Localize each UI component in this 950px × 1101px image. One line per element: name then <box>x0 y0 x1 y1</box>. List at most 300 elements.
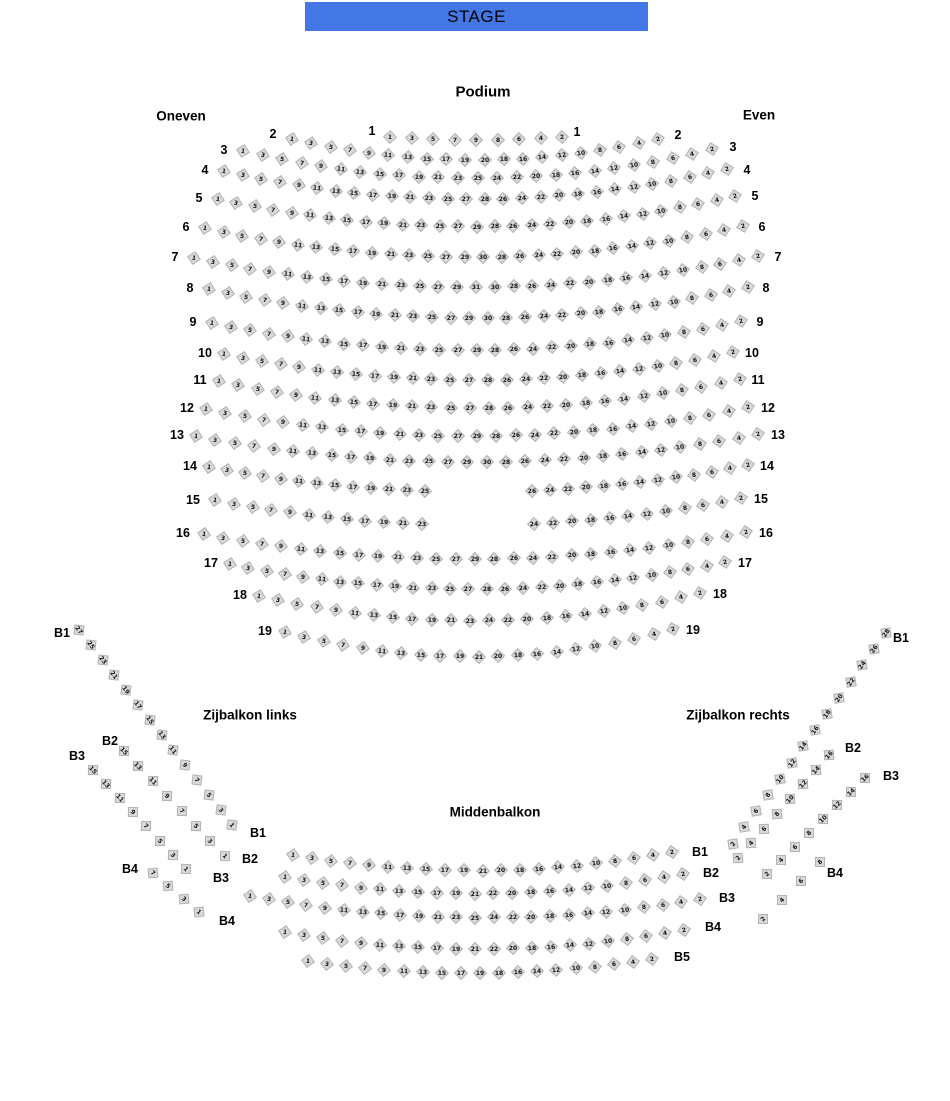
seat-podium-5-11[interactable] <box>305 210 316 221</box>
seat-middenbalkon-B1-19[interactable] <box>458 865 468 875</box>
seat-podium-14-3[interactable] <box>221 464 233 476</box>
seat-podium-13-27[interactable] <box>443 457 453 467</box>
seat-podium-16-15[interactable] <box>334 548 345 559</box>
seat-podium-16-28[interactable] <box>489 554 499 564</box>
seat-podium-7-16[interactable] <box>621 272 632 283</box>
seat-podium-4-9[interactable] <box>293 180 304 191</box>
seat-zijbalkon-links-B1-21[interactable] <box>107 668 121 682</box>
seat-middenbalkon-B3-10[interactable] <box>619 904 630 915</box>
seat-podium-15-22[interactable] <box>548 517 559 528</box>
seat-podium-2-6[interactable] <box>614 141 626 153</box>
seat-podium-14-13[interactable] <box>311 478 322 489</box>
seat-podium-7-5[interactable] <box>226 260 238 272</box>
seat-podium-17-20[interactable] <box>555 580 566 591</box>
seat-middenbalkon-B5-5[interactable] <box>341 960 352 971</box>
seat-podium-10-3[interactable] <box>237 352 249 364</box>
seat-zijbalkon-links-B1-19[interactable] <box>119 683 133 697</box>
seat-middenbalkon-B2-5[interactable] <box>317 877 328 888</box>
seat-middenbalkon-B1-7[interactable] <box>344 858 355 869</box>
seat-podium-14-7[interactable] <box>257 470 268 481</box>
seat-podium-17-19[interactable] <box>390 581 401 592</box>
seat-podium-5-3[interactable] <box>231 197 243 209</box>
seat-podium-4-2[interactable] <box>721 163 733 175</box>
seat-podium-2-8[interactable] <box>594 144 605 155</box>
seat-middenbalkon-B2-11[interactable] <box>374 884 385 895</box>
seat-podium-5-17[interactable] <box>360 216 371 227</box>
seat-zijbalkon-rechts-B1-20[interactable] <box>832 691 846 705</box>
seat-podium-19-4[interactable] <box>648 628 660 640</box>
seat-podium-17-27[interactable] <box>463 584 473 594</box>
seat-podium-19-14[interactable] <box>551 646 562 657</box>
seat-podium-7-2[interactable] <box>752 250 764 262</box>
seat-zijbalkon-links-B2-13[interactable] <box>131 759 145 773</box>
seat-podium-4-6[interactable] <box>684 171 696 183</box>
seat-podium-7-25[interactable] <box>414 281 424 291</box>
seat-podium-9-16[interactable] <box>603 337 614 348</box>
seat-podium-16-6[interactable] <box>702 533 714 545</box>
seat-podium-16-10[interactable] <box>663 539 674 550</box>
seat-podium-5-4[interactable] <box>711 194 723 206</box>
seat-podium-4-25[interactable] <box>442 194 452 204</box>
seat-middenbalkon-B3-15[interactable] <box>376 908 387 919</box>
seat-podium-13-25[interactable] <box>423 456 433 466</box>
seat-podium-12-27[interactable] <box>453 431 463 441</box>
seat-zijbalkon-rechts-B1-12[interactable] <box>785 756 799 770</box>
seat-podium-13-1[interactable] <box>190 430 202 442</box>
seat-podium-18-17[interactable] <box>407 613 418 624</box>
seat-podium-17-25[interactable] <box>445 584 455 594</box>
seat-podium-2-17[interactable] <box>441 154 451 164</box>
seat-podium-10-12[interactable] <box>633 363 644 374</box>
seat-zijbalkon-links-B3-5[interactable] <box>152 833 166 847</box>
seat-podium-18-6[interactable] <box>656 596 668 608</box>
seat-middenbalkon-B5-4[interactable] <box>627 956 638 967</box>
seat-podium-10-10[interactable] <box>652 360 663 371</box>
seat-zijbalkon-rechts-B1-28[interactable] <box>879 626 893 640</box>
seat-middenbalkon-B3-25[interactable] <box>470 912 480 922</box>
seat-podium-18-16[interactable] <box>560 610 571 621</box>
seat-podium-18-15[interactable] <box>388 612 399 623</box>
seat-podium-5-7[interactable] <box>268 204 280 216</box>
seat-podium-7-13[interactable] <box>301 271 312 282</box>
seat-podium-11-2[interactable] <box>734 373 746 385</box>
seat-podium-6-4[interactable] <box>719 224 731 236</box>
seat-podium-18-3[interactable] <box>272 594 284 606</box>
seat-podium-4-4[interactable] <box>702 167 714 179</box>
seat-podium-16-29[interactable] <box>470 554 480 564</box>
seat-podium-8-14[interactable] <box>631 301 642 312</box>
seat-zijbalkon-rechts-B4-4[interactable] <box>775 893 789 907</box>
seat-podium-11-28[interactable] <box>484 403 494 413</box>
seat-podium-12-12[interactable] <box>646 418 657 429</box>
seat-podium-8-18[interactable] <box>594 306 605 317</box>
seat-middenbalkon-B3-12[interactable] <box>601 906 612 917</box>
seat-podium-8-9[interactable] <box>278 297 289 308</box>
seat-podium-12-18[interactable] <box>588 425 599 436</box>
seat-podium-1-7[interactable] <box>449 135 459 145</box>
seat-middenbalkon-B3-1[interactable] <box>244 890 256 902</box>
seat-podium-19-15[interactable] <box>415 649 426 660</box>
seat-podium-11-22[interactable] <box>542 401 553 412</box>
seat-podium-9-17[interactable] <box>358 340 369 351</box>
seat-podium-14-16[interactable] <box>617 479 628 490</box>
seat-podium-7-17[interactable] <box>339 275 350 286</box>
seat-podium-3-25[interactable] <box>472 173 482 183</box>
seat-podium-10-20[interactable] <box>558 371 569 382</box>
seat-podium-9-7[interactable] <box>263 328 274 339</box>
seat-podium-6-27[interactable] <box>441 252 451 262</box>
seat-middenbalkon-B1-20[interactable] <box>496 865 506 875</box>
seat-middenbalkon-B4-19[interactable] <box>451 944 461 954</box>
seat-middenbalkon-B1-16[interactable] <box>534 863 545 874</box>
seat-podium-11-4[interactable] <box>715 377 727 389</box>
seat-podium-3-5[interactable] <box>276 154 288 166</box>
seat-podium-3-7[interactable] <box>296 157 308 169</box>
seat-podium-3-22[interactable] <box>511 172 521 182</box>
seat-podium-12-24[interactable] <box>530 429 540 439</box>
seat-podium-7-14[interactable] <box>640 270 651 281</box>
seat-zijbalkon-links-B2-15[interactable] <box>117 744 131 758</box>
seat-podium-14-6[interactable] <box>706 466 718 478</box>
seat-podium-11-11[interactable] <box>310 392 321 403</box>
seat-podium-3-10[interactable] <box>628 159 639 170</box>
seat-middenbalkon-B5-17[interactable] <box>456 968 466 978</box>
seat-podium-13-8[interactable] <box>694 439 705 450</box>
seat-podium-8-21[interactable] <box>390 310 401 321</box>
seat-podium-5-15[interactable] <box>342 214 353 225</box>
seat-middenbalkon-B1-15[interactable] <box>420 864 430 874</box>
seat-podium-7-15[interactable] <box>320 273 331 284</box>
seat-podium-15-21[interactable] <box>398 518 409 529</box>
seat-podium-5-21[interactable] <box>397 219 408 230</box>
seat-zijbalkon-rechts-B1-26[interactable] <box>867 642 881 656</box>
seat-podium-2-4[interactable] <box>633 137 645 149</box>
seat-podium-12-25[interactable] <box>433 430 443 440</box>
seat-podium-11-8[interactable] <box>676 385 688 397</box>
seat-podium-3-12[interactable] <box>609 162 620 173</box>
seat-podium-18-7[interactable] <box>311 602 323 614</box>
seat-podium-5-6[interactable] <box>692 198 704 210</box>
seat-podium-17-26[interactable] <box>500 583 510 593</box>
seat-podium-1-1[interactable] <box>385 132 396 143</box>
seat-podium-12-14[interactable] <box>626 421 637 432</box>
seat-podium-14-20[interactable] <box>581 482 592 493</box>
seat-zijbalkon-links-B4-1[interactable] <box>192 905 206 919</box>
seat-podium-16-19[interactable] <box>373 551 384 562</box>
seat-podium-13-14[interactable] <box>636 447 647 458</box>
seat-podium-18-14[interactable] <box>579 608 590 619</box>
seat-podium-15-14[interactable] <box>623 510 634 521</box>
seat-podium-9-10[interactable] <box>660 329 671 340</box>
seat-podium-1-2[interactable] <box>557 132 568 143</box>
seat-podium-18-10[interactable] <box>618 603 629 614</box>
seat-podium-9-26[interactable] <box>509 344 519 354</box>
seat-zijbalkon-rechts-B3-10[interactable] <box>816 812 830 826</box>
seat-middenbalkon-B1-6[interactable] <box>628 853 639 864</box>
seat-podium-13-22[interactable] <box>559 454 570 465</box>
seat-middenbalkon-B2-21[interactable] <box>470 889 480 899</box>
seat-podium-17-2[interactable] <box>719 556 731 568</box>
seat-zijbalkon-rechts-B4-6[interactable] <box>794 874 808 888</box>
seat-middenbalkon-B4-21[interactable] <box>470 944 480 954</box>
seat-middenbalkon-B2-22[interactable] <box>488 888 498 898</box>
seat-podium-10-7[interactable] <box>275 359 286 370</box>
seat-podium-12-8[interactable] <box>684 412 696 424</box>
seat-zijbalkon-rechts-B2-14[interactable] <box>809 763 823 777</box>
seat-middenbalkon-B2-19[interactable] <box>450 888 460 898</box>
seat-podium-9-23[interactable] <box>415 344 425 354</box>
seat-podium-15-24[interactable] <box>529 518 539 528</box>
seat-podium-19-20[interactable] <box>493 651 503 661</box>
seat-podium-4-7[interactable] <box>274 176 286 188</box>
seat-podium-7-19[interactable] <box>358 277 369 288</box>
seat-podium-10-4[interactable] <box>708 350 720 362</box>
seat-podium-13-17[interactable] <box>346 452 357 463</box>
seat-podium-13-24[interactable] <box>540 455 550 465</box>
seat-podium-4-14[interactable] <box>610 184 621 195</box>
seat-middenbalkon-B3-6[interactable] <box>657 899 668 910</box>
seat-podium-11-14[interactable] <box>619 393 630 404</box>
seat-podium-16-25[interactable] <box>431 553 441 563</box>
seat-podium-19-13[interactable] <box>396 647 407 658</box>
seat-podium-10-5[interactable] <box>256 355 268 367</box>
seat-podium-14-10[interactable] <box>670 472 681 483</box>
seat-podium-13-18[interactable] <box>598 451 609 462</box>
seat-podium-3-16[interactable] <box>570 167 581 178</box>
seat-podium-10-1[interactable] <box>218 348 230 360</box>
seat-podium-2-5[interactable] <box>325 141 337 153</box>
seat-podium-17-17[interactable] <box>371 580 382 591</box>
seat-podium-5-10[interactable] <box>655 205 667 217</box>
seat-podium-18-2[interactable] <box>694 587 706 599</box>
seat-podium-3-23[interactable] <box>453 173 463 183</box>
seat-middenbalkon-B3-21[interactable] <box>432 912 442 922</box>
seat-podium-9-6[interactable] <box>697 323 709 335</box>
seat-zijbalkon-links-B1-15[interactable] <box>143 713 157 727</box>
seat-podium-12-4[interactable] <box>723 405 735 417</box>
seat-podium-9-28[interactable] <box>490 345 500 355</box>
seat-middenbalkon-B2-16[interactable] <box>545 886 556 897</box>
seat-podium-11-10[interactable] <box>657 388 668 399</box>
seat-podium-16-21[interactable] <box>392 552 402 562</box>
seat-podium-8-17[interactable] <box>352 307 363 318</box>
seat-podium-14-22[interactable] <box>563 483 574 494</box>
seat-podium-17-23[interactable] <box>426 583 436 593</box>
seat-podium-17-22[interactable] <box>536 582 547 593</box>
seat-middenbalkon-B1-10[interactable] <box>591 858 602 869</box>
seat-zijbalkon-links-B3-11[interactable] <box>113 791 127 805</box>
seat-podium-16-16[interactable] <box>605 547 616 558</box>
seat-podium-3-19[interactable] <box>414 171 425 182</box>
seat-podium-16-5[interactable] <box>237 535 248 546</box>
seat-zijbalkon-links-B4-7[interactable] <box>146 866 160 880</box>
seat-podium-19-16[interactable] <box>532 648 543 659</box>
seat-podium-12-21[interactable] <box>394 429 405 440</box>
seat-podium-16-18[interactable] <box>586 548 597 559</box>
seat-podium-17-12[interactable] <box>628 572 639 583</box>
seat-podium-4-21[interactable] <box>405 192 416 203</box>
seat-middenbalkon-B5-11[interactable] <box>398 966 409 977</box>
seat-middenbalkon-B1-1[interactable] <box>287 849 299 861</box>
seat-zijbalkon-links-B4-5[interactable] <box>161 879 175 893</box>
seat-podium-4-26[interactable] <box>498 193 508 203</box>
seat-podium-5-8[interactable] <box>674 202 686 214</box>
seat-podium-4-5[interactable] <box>255 173 267 185</box>
seat-middenbalkon-B4-7[interactable] <box>336 935 347 946</box>
seat-middenbalkon-B3-23[interactable] <box>451 912 461 922</box>
seat-podium-19-2[interactable] <box>667 623 679 635</box>
seat-podium-15-7[interactable] <box>266 504 277 515</box>
seat-middenbalkon-B3-18[interactable] <box>545 911 556 922</box>
seat-podium-6-24[interactable] <box>534 250 545 261</box>
seat-podium-17-15[interactable] <box>353 578 364 589</box>
seat-middenbalkon-B1-12[interactable] <box>572 860 583 871</box>
seat-podium-14-1[interactable] <box>203 461 215 473</box>
seat-middenbalkon-B3-17[interactable] <box>395 909 406 920</box>
seat-middenbalkon-B1-3[interactable] <box>306 852 317 863</box>
seat-podium-4-17[interactable] <box>368 189 379 200</box>
seat-podium-11-13[interactable] <box>329 394 340 405</box>
seat-zijbalkon-rechts-B1-6[interactable] <box>749 804 763 818</box>
seat-podium-9-5[interactable] <box>244 324 256 336</box>
seat-podium-16-24[interactable] <box>528 552 538 562</box>
seat-podium-7-4[interactable] <box>733 254 745 266</box>
seat-middenbalkon-B3-14[interactable] <box>582 908 593 919</box>
seat-middenbalkon-B3-2[interactable] <box>694 893 706 905</box>
seat-podium-12-19[interactable] <box>375 427 386 438</box>
seat-zijbalkon-links-B1-1[interactable] <box>225 818 239 832</box>
seat-podium-16-20[interactable] <box>566 550 577 561</box>
seat-podium-19-17[interactable] <box>435 651 445 661</box>
seat-podium-11-6[interactable] <box>696 381 708 393</box>
seat-podium-5-1[interactable] <box>212 193 224 205</box>
seat-podium-11-12[interactable] <box>638 391 649 402</box>
seat-podium-7-22[interactable] <box>565 278 576 289</box>
seat-podium-8-11[interactable] <box>296 300 307 311</box>
seat-middenbalkon-B5-16[interactable] <box>513 967 523 977</box>
seat-podium-4-1[interactable] <box>218 165 230 177</box>
seat-podium-3-14[interactable] <box>589 165 600 176</box>
seat-middenbalkon-B5-3[interactable] <box>322 958 333 969</box>
seat-podium-3-4[interactable] <box>686 148 698 160</box>
seat-podium-12-26[interactable] <box>511 430 521 440</box>
seat-podium-10-23[interactable] <box>426 374 436 384</box>
seat-podium-19-19[interactable] <box>454 651 464 661</box>
seat-podium-11-19[interactable] <box>387 400 398 411</box>
seat-middenbalkon-B5-1[interactable] <box>302 955 313 966</box>
seat-zijbalkon-rechts-B1-18[interactable] <box>820 707 834 721</box>
seat-podium-2-14[interactable] <box>537 152 548 163</box>
seat-zijbalkon-rechts-B2-6[interactable] <box>757 821 771 835</box>
seat-podium-8-8[interactable] <box>686 293 698 305</box>
seat-podium-9-12[interactable] <box>641 332 652 343</box>
seat-podium-16-22[interactable] <box>547 551 558 562</box>
seat-podium-3-17[interactable] <box>394 170 405 181</box>
seat-podium-10-6[interactable] <box>689 354 701 366</box>
seat-podium-9-8[interactable] <box>679 326 691 338</box>
seat-podium-8-27[interactable] <box>446 313 456 323</box>
seat-podium-14-19[interactable] <box>365 483 376 494</box>
seat-podium-12-13[interactable] <box>317 422 328 433</box>
seat-podium-5-24[interactable] <box>527 220 538 231</box>
seat-podium-6-29[interactable] <box>460 252 470 262</box>
seat-podium-7-9[interactable] <box>263 266 274 277</box>
seat-middenbalkon-B3-11[interactable] <box>338 904 349 915</box>
seat-middenbalkon-B4-8[interactable] <box>621 933 632 944</box>
seat-podium-9-2[interactable] <box>735 315 747 327</box>
seat-podium-8-23[interactable] <box>408 311 418 321</box>
seat-podium-15-17[interactable] <box>360 515 371 526</box>
seat-middenbalkon-B1-14[interactable] <box>553 862 564 873</box>
seat-podium-17-1[interactable] <box>224 558 236 570</box>
seat-zijbalkon-links-B1-5[interactable] <box>202 788 216 802</box>
seat-podium-14-23[interactable] <box>401 485 411 495</box>
seat-middenbalkon-B4-2[interactable] <box>678 924 690 936</box>
seat-middenbalkon-B4-17[interactable] <box>432 943 442 953</box>
seat-podium-19-21[interactable] <box>474 651 484 661</box>
seat-middenbalkon-B5-10[interactable] <box>570 963 581 974</box>
seat-middenbalkon-B1-11[interactable] <box>382 862 393 873</box>
seat-podium-11-27[interactable] <box>465 403 475 413</box>
seat-podium-8-25[interactable] <box>427 312 437 322</box>
seat-podium-14-5[interactable] <box>239 468 250 479</box>
seat-podium-9-19[interactable] <box>377 341 388 352</box>
seat-podium-2-2[interactable] <box>652 133 664 145</box>
seat-podium-2-1[interactable] <box>286 133 298 145</box>
seat-middenbalkon-B1-8[interactable] <box>610 855 621 866</box>
seat-middenbalkon-B5-7[interactable] <box>360 962 371 973</box>
seat-podium-19-1[interactable] <box>279 626 291 638</box>
seat-podium-12-11[interactable] <box>297 419 308 430</box>
seat-podium-4-18[interactable] <box>572 188 583 199</box>
seat-middenbalkon-B2-7[interactable] <box>336 880 347 891</box>
seat-zijbalkon-links-B3-9[interactable] <box>126 805 140 819</box>
seat-podium-18-13[interactable] <box>369 610 380 621</box>
seat-podium-2-15[interactable] <box>422 153 433 164</box>
seat-podium-12-15[interactable] <box>336 424 347 435</box>
seat-podium-10-11[interactable] <box>313 364 324 375</box>
seat-podium-12-22[interactable] <box>549 428 560 439</box>
seat-podium-7-29[interactable] <box>452 282 462 292</box>
seat-podium-13-28[interactable] <box>501 456 511 466</box>
seat-podium-8-10[interactable] <box>668 296 679 307</box>
seat-podium-6-6[interactable] <box>700 228 712 240</box>
seat-zijbalkon-rechts-B1-2[interactable] <box>726 837 740 851</box>
seat-podium-1-3[interactable] <box>406 133 417 144</box>
seat-podium-6-8[interactable] <box>682 232 694 244</box>
seat-middenbalkon-B5-8[interactable] <box>589 961 600 972</box>
seat-podium-13-2[interactable] <box>752 428 764 440</box>
seat-podium-14-18[interactable] <box>599 480 610 491</box>
seat-podium-9-15[interactable] <box>339 338 350 349</box>
seat-podium-15-9[interactable] <box>285 507 296 518</box>
seat-podium-12-20[interactable] <box>568 427 579 438</box>
seat-podium-18-22[interactable] <box>503 615 513 625</box>
seat-podium-12-28[interactable] <box>491 431 501 441</box>
seat-podium-8-15[interactable] <box>334 305 345 316</box>
seat-zijbalkon-rechts-B3-12[interactable] <box>830 798 844 812</box>
seat-zijbalkon-rechts-B3-8[interactable] <box>802 826 816 840</box>
seat-podium-9-3[interactable] <box>225 321 237 333</box>
seat-podium-13-21[interactable] <box>385 454 396 465</box>
seat-podium-9-4[interactable] <box>716 319 728 331</box>
seat-podium-15-1[interactable] <box>209 494 221 506</box>
seat-podium-10-24[interactable] <box>520 374 530 384</box>
seat-podium-9-29[interactable] <box>471 345 481 355</box>
seat-zijbalkon-links-B1-13[interactable] <box>155 728 169 742</box>
seat-podium-13-16[interactable] <box>617 449 628 460</box>
seat-podium-7-20[interactable] <box>583 276 594 287</box>
